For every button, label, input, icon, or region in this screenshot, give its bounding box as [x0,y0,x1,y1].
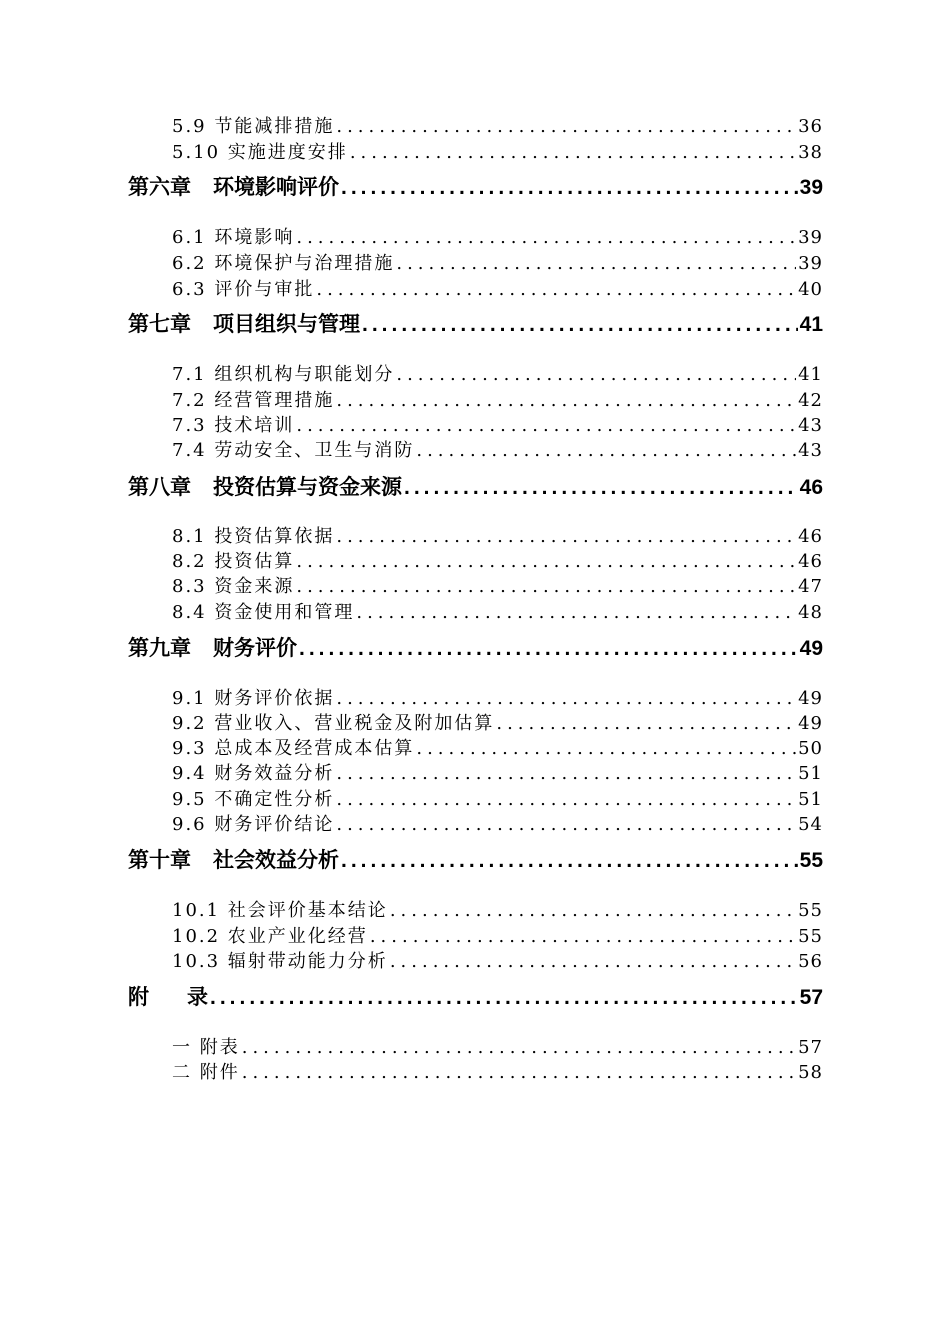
toc-entry-title [128,634,297,664]
toc-section-entry[interactable] [172,601,823,625]
toc-entry-label: 9.6 财务评价结论 [172,814,335,835]
toc-entry-label: 6.2 环境保护与治理措施 [172,253,395,274]
toc-entry-label: 投资估算与资金来源 [213,476,402,499]
toc-entry-label: 10.2 农业产业化经营 [172,926,368,947]
toc-section-entry[interactable] [172,525,823,549]
toc-entry-label: 5.10 实施进度安排 [172,142,348,163]
dot-leader [396,252,796,276]
dot-leader [316,278,796,302]
toc-entry-title [172,899,388,923]
toc-section-entry[interactable] [172,141,823,165]
dot-leader [299,634,798,664]
dot-leader [336,762,796,786]
toc-entry-label: 9.3 总成本及经营成本估算 [172,738,415,759]
toc-entry-label: 9.2 营业收入、营业税金及附加估算 [172,713,495,734]
toc-entry-title [172,925,368,949]
chapter-number: 第八章 [128,476,191,499]
dot-leader [416,737,796,761]
toc-entry-title [172,712,494,736]
toc-section-entry[interactable] [172,813,823,837]
toc-entry-label: 10.3 辐射带动能力分析 [172,951,388,972]
toc-entry-label: 环境影响评价 [213,176,339,199]
toc-entry-label: 8.4 资金使用和管理 [172,602,355,623]
toc-entry-title [172,1036,240,1060]
dot-leader [210,983,798,1013]
toc-entry-title [128,983,208,1013]
dot-leader [336,687,796,711]
toc-entry-title [128,473,402,503]
toc-entry-title [172,813,334,837]
toc-entry-label: 财务评价 [213,637,297,660]
toc-page-number: 57 [798,1037,823,1058]
toc-page-number: 40 [798,279,823,300]
toc-page-number: 48 [798,602,823,623]
toc-chapter-entry[interactable] [128,473,823,503]
toc-page-number: 36 [798,116,823,137]
toc-section-entry[interactable] [172,414,823,438]
toc-page-number: 47 [798,576,823,597]
toc-chapter-entry[interactable] [128,634,823,664]
toc-page-number: 43 [798,415,823,436]
toc-entry-title [172,278,314,302]
dot-leader [336,115,796,139]
toc-entry-label: 社会效益分析 [213,849,339,872]
dot-leader [416,439,796,463]
toc-entry-label: 8.1 投资估算依据 [172,526,335,547]
toc-entry-title [172,1061,240,1085]
toc-chapter-entry[interactable] [128,846,823,876]
toc-page-number: 46 [799,476,823,499]
toc-section-entry[interactable] [172,575,823,599]
toc-entry-label: 二 附件 [172,1062,240,1083]
toc-page-number: 49 [798,713,823,734]
toc-section-entry[interactable] [172,712,823,736]
dot-leader [370,925,796,949]
toc-entry-label: 9.1 财务评价依据 [172,688,335,709]
toc-section-entry[interactable] [172,899,823,923]
toc-entry-label: 7.1 组织机构与职能划分 [172,364,395,385]
toc-entry-title [172,141,348,165]
dot-leader [341,173,798,203]
toc-page-number: 54 [798,814,823,835]
toc-entry-title [172,737,414,761]
toc-page-number: 51 [798,789,823,810]
dot-leader [296,550,796,574]
toc-section-entry[interactable] [172,226,823,250]
toc-section-entry[interactable] [172,1036,823,1060]
toc-entry-title [172,363,394,387]
dot-leader [404,473,798,503]
toc-section-entry[interactable] [172,115,823,139]
toc-page-number: 55 [799,849,823,872]
dot-leader [341,846,798,876]
dot-leader [356,601,796,625]
toc-entry-title [172,950,388,974]
toc-entry-label: 9.5 不确定性分析 [172,789,335,810]
dot-leader [336,813,796,837]
toc-entry-label: 项目组织与管理 [213,313,360,336]
toc-entry-title [172,226,294,250]
dot-leader [296,226,796,250]
toc-entry-title [128,846,339,876]
toc-page-number: 39 [799,176,823,199]
dot-leader [396,363,796,387]
toc-section-entry[interactable] [172,762,823,786]
toc-section-entry[interactable] [172,737,823,761]
toc-entry-title [172,575,294,599]
toc-page-number: 46 [798,551,823,572]
toc-section-entry[interactable] [172,439,823,463]
dot-leader [390,899,796,923]
chapter-number: 附 [128,986,149,1009]
toc-section-entry[interactable] [172,278,823,302]
toc-page-number: 50 [798,738,823,759]
toc-page-number: 41 [798,364,823,385]
toc-entry-label: 9.4 财务效益分析 [172,763,335,784]
toc-section-entry[interactable] [172,550,823,574]
dot-leader [242,1036,796,1060]
toc-entry-title [172,601,354,625]
toc-entry-title [172,115,334,139]
toc-section-entry[interactable] [172,788,823,812]
toc-entry-title [128,173,339,203]
toc-entry-title [172,687,334,711]
toc-section-entry[interactable] [172,950,823,974]
toc-entry-title [172,788,334,812]
toc-chapter-entry[interactable] [128,310,823,340]
toc-page-number: 39 [798,253,823,274]
toc-section-entry[interactable] [172,1061,823,1085]
toc-entry-label: 一 附表 [172,1037,240,1058]
toc-entry-label: 7.3 技术培训 [172,415,295,436]
chapter-number: 第十章 [128,849,191,872]
toc-chapter-entry[interactable] [128,983,823,1013]
toc-page-number: 39 [798,227,823,248]
toc-page-number: 49 [798,688,823,709]
toc-entry-label: 6.3 评价与审批 [172,279,315,300]
dot-leader [496,712,796,736]
toc-entry-label: 5.9 节能减排措施 [172,116,335,137]
toc-section-entry[interactable] [172,252,823,276]
toc-entry-title [172,389,334,413]
toc-page-number: 51 [798,763,823,784]
toc-page-number: 43 [798,440,823,461]
toc-entry-title [172,439,414,463]
dot-leader [296,575,796,599]
dot-leader [390,950,796,974]
toc-entry-title [172,414,294,438]
toc-page-number: 55 [798,900,823,921]
toc-page-number: 41 [799,313,823,336]
toc-section-entry[interactable] [172,363,823,387]
toc-entry-title [172,762,334,786]
toc-page-number: 57 [799,986,823,1009]
toc-entry-title [172,252,394,276]
dot-leader [336,525,796,549]
toc-entry-label: 7.2 经营管理措施 [172,390,335,411]
dot-leader [362,310,798,340]
toc-page-number: 58 [798,1062,823,1083]
toc-page-number: 55 [798,926,823,947]
toc-entry-title [172,525,334,549]
dot-leader [336,389,796,413]
toc-page-number: 46 [798,526,823,547]
toc-entry-label: 8.2 投资估算 [172,551,295,572]
toc-entry-title [172,550,294,574]
chapter-number: 第九章 [128,637,191,660]
toc-entry-title [128,310,360,340]
chapter-number: 第六章 [128,176,191,199]
dot-leader [296,414,796,438]
toc-chapter-entry[interactable] [128,173,823,203]
toc-entry-label: 7.4 劳动安全、卫生与消防 [172,440,415,461]
toc-entry-label: 8.3 资金来源 [172,576,295,597]
toc-section-entry[interactable] [172,925,823,949]
toc-page-number: 56 [798,951,823,972]
toc-page-number: 49 [799,637,823,660]
dot-leader [336,788,796,812]
toc-entry-label: 录 [187,986,208,1009]
toc-section-entry[interactable] [172,389,823,413]
toc-entry-label: 10.1 社会评价基本结论 [172,900,388,921]
chapter-number: 第七章 [128,313,191,336]
toc-page-number: 38 [798,142,823,163]
toc-entry-label: 6.1 环境影响 [172,227,295,248]
dot-leader [242,1061,796,1085]
dot-leader [350,141,796,165]
toc-section-entry[interactable] [172,687,823,711]
toc-page-number: 42 [798,390,823,411]
